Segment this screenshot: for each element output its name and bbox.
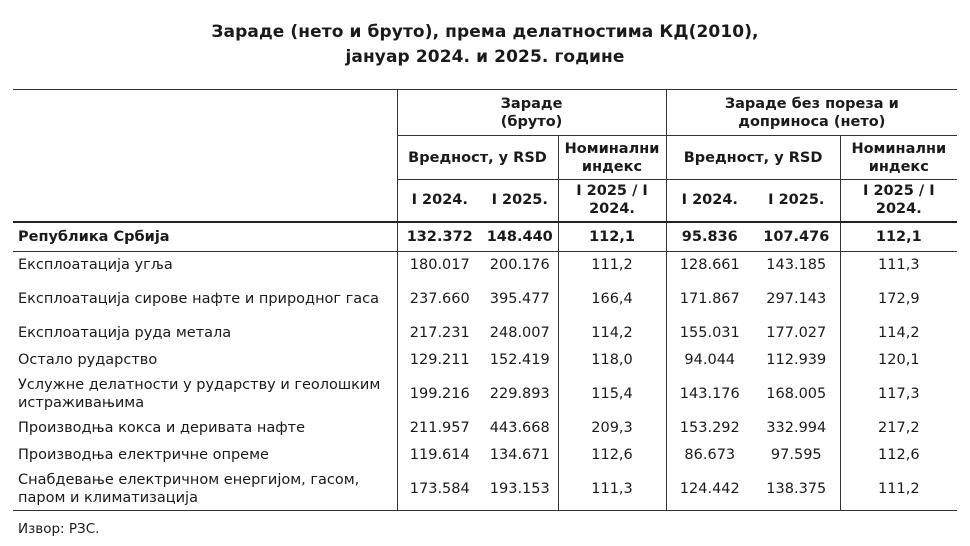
- net-index: 217,2: [840, 415, 957, 442]
- table-row: [13, 279, 957, 320]
- net-2024: 128.661: [666, 251, 753, 279]
- gross-index: 111,3: [558, 469, 666, 511]
- net-index: 111,3: [840, 251, 957, 279]
- gross-2024: 199.216: [397, 374, 482, 415]
- gross-2024: 217.231: [397, 320, 482, 347]
- gross-2025: 229.893: [489, 386, 550, 402]
- row-label: Производња електричне опреме: [18, 447, 269, 463]
- net-index: 111,2: [840, 469, 957, 511]
- table-row: [13, 442, 957, 469]
- table-row: [13, 347, 957, 374]
- header-net-year2: I 2025.: [753, 180, 840, 222]
- net-2025: 332.994: [766, 420, 827, 436]
- header-gross-index: Номинални индекс: [558, 136, 666, 180]
- net-2024: 124.442: [666, 469, 753, 511]
- gross-index: 111,2: [558, 251, 666, 279]
- source-note: Извор: РЗС.: [18, 521, 100, 537]
- gross-2025: 443.668: [489, 420, 550, 436]
- header-net-group: Зараде без пореза и доприноса (нето): [666, 90, 957, 136]
- gross-2025: 248.007: [489, 325, 550, 341]
- net-2025: 107.476: [753, 222, 840, 252]
- gross-2025: 193.153: [482, 469, 558, 511]
- gross-2025: 200.176: [489, 257, 550, 273]
- gross-2024: 129.211: [397, 347, 482, 374]
- table-row: [13, 320, 957, 347]
- gross-index: 209,3: [558, 415, 666, 442]
- gross-index: 112,6: [558, 442, 666, 469]
- header-gross-year2: I 2025.: [482, 180, 558, 222]
- net-2024: 95.836: [666, 222, 753, 252]
- table-title-line-2: јануар 2024. и 2025. године: [345, 47, 625, 67]
- gross-2024: 173.584: [397, 469, 482, 511]
- net-2025: 112.939: [766, 352, 827, 368]
- net-index: 114,2: [840, 320, 957, 347]
- net-2024: 86.673: [666, 442, 753, 469]
- net-2025: 143.185: [766, 257, 827, 273]
- gross-2024: 180.017: [397, 251, 482, 279]
- row-label: Остало рударство: [18, 352, 158, 368]
- gross-2024: 237.660: [397, 279, 482, 320]
- net-index: 120,1: [840, 347, 957, 374]
- header-gross-index-period: I 2025 / I 2024.: [558, 180, 666, 222]
- row-label: Експлоатација угља: [18, 257, 173, 273]
- net-2024: 153.292: [666, 415, 753, 442]
- row-label: Снабдевање електричном енергијом, гасом, паром и климатизација: [13, 469, 397, 511]
- net-index: 112,6: [840, 442, 957, 469]
- gross-2024: 119.614: [397, 442, 482, 469]
- gross-2025: 152.419: [489, 352, 550, 368]
- net-2024: 155.031: [666, 320, 753, 347]
- net-2025: 138.375: [753, 469, 840, 511]
- net-2025: 97.595: [770, 447, 822, 463]
- header-empty-cell: [13, 136, 397, 180]
- net-index: 112,1: [840, 222, 957, 252]
- net-2025: 177.027: [766, 325, 827, 341]
- net-2024: 171.867: [666, 279, 753, 320]
- gross-2025: 395.477: [489, 291, 550, 307]
- gross-index: 166,4: [558, 279, 666, 320]
- table-row: [13, 251, 957, 279]
- table-row: [13, 469, 957, 511]
- gross-2025: 134.671: [489, 447, 550, 463]
- gross-2025: 148.440: [482, 222, 558, 252]
- gross-index: 118,0: [558, 347, 666, 374]
- net-2025: 297.143: [766, 291, 827, 307]
- header-net-index-period: I 2025 / I 2024.: [840, 180, 957, 222]
- table-row: [13, 374, 957, 415]
- table-row: [13, 415, 957, 442]
- row-label: Производња кокса и деривата нафте: [18, 420, 306, 436]
- net-index: 172,9: [840, 279, 957, 320]
- gross-index: 114,2: [558, 320, 666, 347]
- gross-index: 115,4: [558, 374, 666, 415]
- header-gross-group: Зараде (бруто): [397, 90, 666, 136]
- net-2024: 94.044: [666, 347, 753, 374]
- header-empty-cell: [13, 180, 397, 222]
- header-net-index: Номинални индекс: [840, 136, 957, 180]
- net-2024: 143.176: [666, 374, 753, 415]
- table-row-total: [13, 222, 957, 252]
- header-gross-year1: I 2024.: [397, 180, 482, 222]
- wages-table: [13, 89, 957, 511]
- table-title-line-1: Зараде (нето и бруто), према делатностима КД(2010),: [211, 22, 759, 42]
- gross-index: 112,1: [558, 222, 666, 252]
- row-label: Услужне делатности у рударству и геолошким истраживањима: [18, 377, 381, 411]
- header-gross-value: Вредност, у RSD: [397, 136, 558, 180]
- net-2025: 168.005: [766, 386, 827, 402]
- header-net-year1: I 2024.: [666, 180, 753, 222]
- gross-2024: 132.372: [397, 222, 482, 252]
- gross-2024: 211.957: [397, 415, 482, 442]
- header-net-value: Вредност, у RSD: [666, 136, 840, 180]
- row-label: Експлоатација сирове нафте и природног гаса: [18, 291, 380, 307]
- row-label: Експлоатација руда метала: [18, 325, 232, 341]
- row-label: Република Србија: [13, 222, 397, 252]
- header-empty-cell: [13, 90, 397, 136]
- net-index: 117,3: [840, 374, 957, 415]
